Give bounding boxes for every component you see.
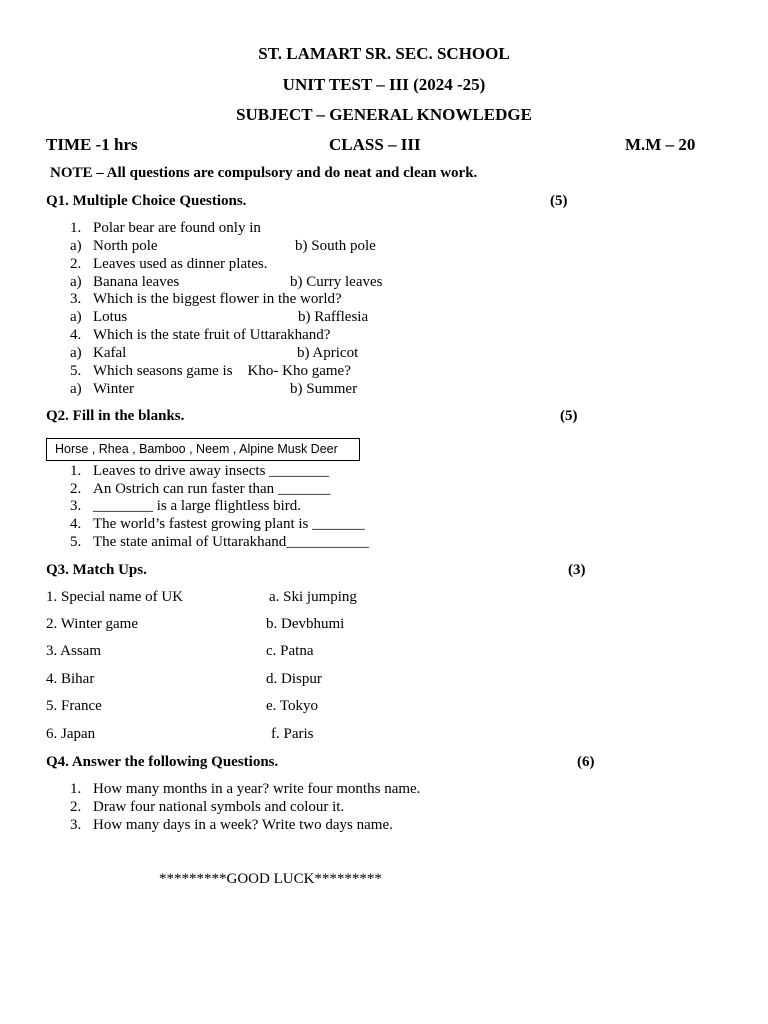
q1-option-b: b) Rafflesia (298, 309, 369, 325)
q1-item-number: 5. (70, 363, 82, 379)
match-left-item: 4. Bihar (46, 671, 95, 687)
match-left-item: 3. Assam (46, 643, 102, 659)
q1-question: Which is the biggest flower in the world? (93, 291, 342, 307)
match-right-item: f. Paris (271, 726, 314, 742)
q2-title: Q2. Fill in the blanks. (46, 408, 185, 424)
q2-item-number: 3. (70, 498, 82, 514)
match-right-item: d. Dispur (266, 671, 322, 687)
match-left-item: 5. France (46, 698, 102, 714)
q2-item-number: 5. (70, 534, 82, 550)
q4-marks: (6) (577, 754, 595, 770)
max-marks-label: M.M – 20 (625, 135, 696, 154)
match-left-item: 1. Special name of UK (46, 589, 184, 605)
q1-option-a-label: a) (70, 381, 82, 397)
q3-title: Q3. Match Ups. (46, 562, 147, 578)
q1-option-a-label: a) (70, 345, 82, 361)
q4-question: How many days in a week? Write two days name. (93, 817, 393, 833)
q1-question: Leaves used as dinner plates. (93, 256, 268, 272)
q1-option-a: Banana leaves (93, 274, 180, 290)
q2-item-number: 2. (70, 481, 82, 497)
q1-option-b: b) Summer (290, 381, 358, 397)
q1-question: Which is the state fruit of Uttarakhand? (93, 327, 331, 343)
q2-blank-sentence: The world’s fastest growing plant is _______ (93, 516, 365, 532)
q4-question: Draw four national symbols and colour it. (93, 799, 345, 815)
match-left-item: 6. Japan (46, 726, 96, 742)
note: NOTE – All questions are compulsory and do neat and clean work. (50, 165, 478, 181)
q1-item-number: 3. (70, 291, 82, 307)
q1-item-number: 1. (70, 220, 82, 236)
subject-title: SUBJECT – GENERAL KNOWLEDGE (236, 105, 532, 124)
q1-option-b: b) Apricot (297, 345, 359, 361)
q2-item-number: 1. (70, 463, 82, 479)
q1-option-a-label: a) (70, 238, 82, 254)
school-name: ST. LAMART SR. SEC. SCHOOL (258, 44, 510, 63)
q2-blank-sentence: An Ostrich can run faster than _______ (93, 481, 331, 497)
good-luck-footer: *********GOOD LUCK********* (159, 871, 382, 887)
time-label: TIME -1 hrs (46, 135, 138, 154)
q1-option-a: Lotus (93, 309, 128, 325)
q2-blank-sentence: The state animal of Uttarakhand___________ (93, 534, 369, 550)
q1-option-a-label: a) (70, 274, 82, 290)
q2-item-number: 4. (70, 516, 82, 532)
q1-item-number: 4. (70, 327, 82, 343)
q1-option-a: Kafal (93, 345, 127, 361)
q1-option-a-label: a) (70, 309, 82, 325)
q4-item-number: 3. (70, 817, 82, 833)
class-label: CLASS – III (329, 135, 421, 154)
q4-item-number: 2. (70, 799, 82, 815)
q1-question: Which seasons game is Kho- Kho game? (93, 363, 351, 379)
match-left-item: 2. Winter game (46, 616, 139, 632)
q1-item-number: 2. (70, 256, 82, 272)
q4-item-number: 1. (70, 781, 82, 797)
q1-option-b: b) Curry leaves (290, 274, 383, 290)
test-title: UNIT TEST – III (2024 -25) (282, 75, 486, 94)
match-right-item: b. Devbhumi (266, 616, 345, 632)
q3-marks: (3) (568, 562, 586, 578)
q1-marks: (5) (550, 193, 568, 209)
q4-question: How many months in a year? write four months name. (93, 781, 421, 797)
match-right-item: c. Patna (266, 643, 314, 659)
q1-option-a: Winter (93, 381, 135, 397)
match-right-item: a. Ski jumping (269, 589, 357, 605)
word-bank-box: Horse , Rhea , Bamboo , Neem , Alpine Musk Deer (46, 438, 360, 461)
q1-question: Polar bear are found only in (93, 220, 261, 236)
q1-option-b: b) South pole (295, 238, 376, 254)
q4-title: Q4. Answer the following Questions. (46, 754, 279, 770)
q2-marks: (5) (560, 408, 578, 424)
q1-option-a: North pole (93, 238, 158, 254)
q2-blank-sentence: Leaves to drive away insects ________ (93, 463, 330, 479)
q2-blank-sentence: ________ is a large flightless bird. (93, 498, 302, 514)
match-right-item: e. Tokyo (266, 698, 319, 714)
q1-title: Q1. Multiple Choice Questions. (46, 193, 247, 209)
